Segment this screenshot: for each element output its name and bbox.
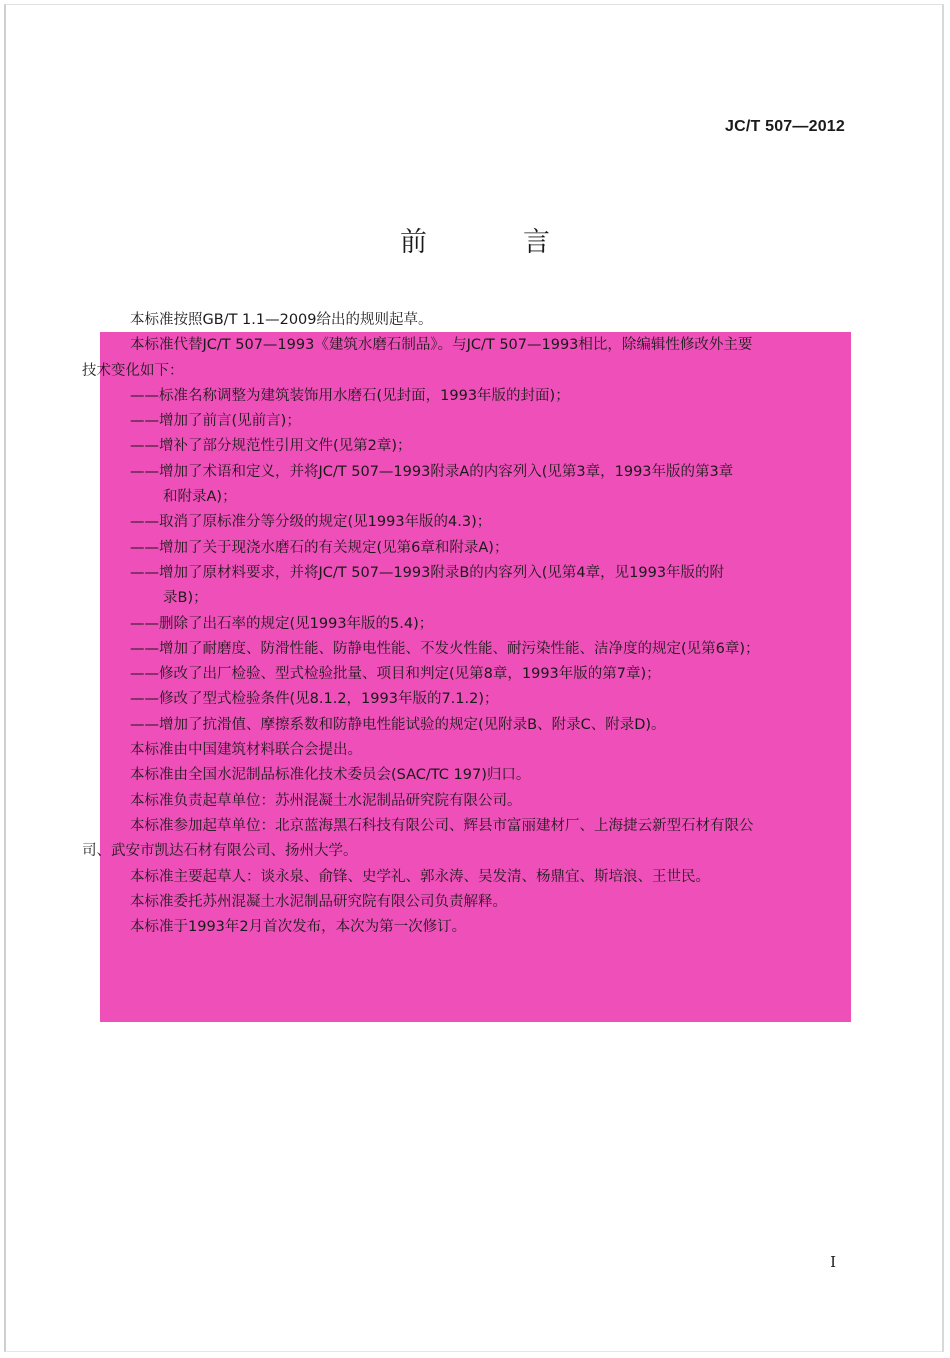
paragraph-line: 本标准委托苏州混凝土水泥制品研究院有限公司负责解释。 (130, 893, 507, 910)
change-list-item: ——增加了前言(见前言)； (130, 413, 301, 430)
change-list-item: 录B)； (163, 590, 208, 607)
paragraph-line: 本标准由全国水泥制品标准化技术委员会(SAC/TC 197)归口。 (130, 767, 531, 784)
change-list-item: ——增加了关于现浇水磨石的有关规定(见第6章和附录A)； (130, 539, 509, 556)
page-title: 前言 (400, 227, 646, 258)
paragraph-line: 本标准主要起草人：谈永泉、俞锋、史学礼、郭永涛、吴发清、杨鼎宜、斯培浪、王世民。 (130, 868, 710, 885)
page-number: I (830, 1253, 836, 1271)
foreword-body (0, 308, 950, 940)
change-list-item: ——删除了出石率的规定(见1993年版的5.4)； (130, 615, 434, 632)
change-list-item: ——修改了型式检验条件(见8.1.2，1993年版的7.1.2)； (130, 691, 499, 708)
paragraph-line: 本标准参加起草单位：北京蓝海黑石科技有限公司、辉县市富丽建材厂、上海捷云新型石材有限公 (130, 817, 754, 834)
paragraph-line: 技术变化如下： (82, 362, 184, 379)
change-list-item: ——增加了术语和定义，并将JC/T 507—1993附录A的内容列入(见第3章，1993年版的第3章 (130, 463, 734, 480)
standard-code: JC/T 507—2012 (724, 118, 845, 135)
paragraph-line: 司、武安市凯达石材有限公司、扬州大学。 (82, 843, 358, 860)
change-list-item: ——增加了耐磨度、防滑性能、防静电性能、不发火性能、耐污染性能、洁净度的规定(见第6章)； (130, 640, 760, 657)
change-list-item: ——取消了原标准分等分级的规定(见1993年版的4.3)； (130, 514, 492, 531)
paragraph-line: 本标准于1993年2月首次发布，本次为第一次修订。 (130, 919, 467, 936)
paragraph-line: 本标准代替JC/T 507—1993《建筑水磨石制品》。与JC/T 507—1993相比，除编辑性修改外主要 (130, 337, 753, 354)
change-list-item: ——修改了出厂检验、型式检验批量、项目和判定(见第8章，1993年版的第7章)； (130, 666, 661, 683)
change-list-item: 和附录A)； (163, 489, 237, 506)
paragraph-line: 本标准负责起草单位：苏州混凝土水泥制品研究院有限公司。 (130, 792, 522, 809)
paragraph-line: 本标准由中国建筑材料联合会提出。 (130, 742, 362, 759)
paragraph-line: 本标准按照GB/T 1.1—2009给出的规则起草。 (130, 312, 433, 328)
change-list-item: ——增加了原材料要求，并将JC/T 507—1993附录B的内容列入(见第4章，见1993年版的附 (130, 564, 725, 581)
change-list-item: ——增补了部分规范性引用文件(见第2章)； (130, 438, 412, 455)
change-list-item: ——标准名称调整为建筑装饰用水磨石(见封面，1993年版的封面)； (130, 387, 570, 404)
change-list-item: ——增加了抗滑值、摩擦系数和防静电性能试验的规定(见附录B、附录C、附录D)。 (130, 716, 666, 733)
